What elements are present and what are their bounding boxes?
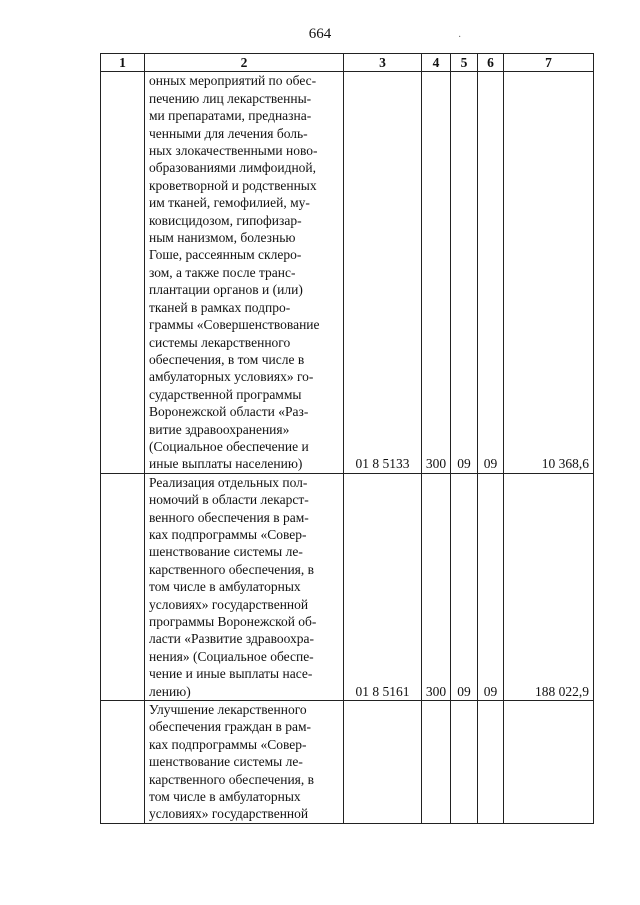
row-col-4: 300 bbox=[422, 473, 451, 700]
row-amount: 10 368,6 bbox=[504, 72, 594, 473]
header-col-6: 6 bbox=[478, 54, 504, 72]
row-code: 01 8 5161 bbox=[344, 473, 422, 700]
row-col-4: 300 bbox=[422, 72, 451, 473]
page-number: 664 bbox=[308, 26, 332, 42]
table-row bbox=[101, 473, 594, 700]
header-col-5: 5 bbox=[451, 54, 478, 72]
row-col-6: 09 bbox=[478, 72, 504, 473]
row-description: Улучшение лекарственного обеспечения граждан в рам- ках подпрограммы «Совер- шенствование системы ле- карственного обеспечения, в том числе в амбулаторных условиях» государственной bbox=[145, 701, 344, 824]
table-row bbox=[101, 701, 594, 824]
header-col-2: 2 bbox=[145, 54, 344, 72]
row-code bbox=[344, 701, 422, 824]
header-col-3: 3 bbox=[344, 54, 422, 72]
header-col-1: 1 bbox=[101, 54, 145, 72]
row-col-6 bbox=[478, 701, 504, 824]
row-number-cell bbox=[101, 72, 145, 473]
row-col-6: 09 bbox=[478, 473, 504, 700]
row-amount: 188 022,9 bbox=[504, 473, 594, 700]
row-col-5: 09 bbox=[451, 473, 478, 700]
row-number-cell bbox=[101, 701, 145, 824]
row-amount bbox=[504, 701, 594, 824]
row-col-5 bbox=[451, 701, 478, 824]
table-row bbox=[101, 72, 594, 473]
row-description: Реализация отдельных пол- номочий в области лекарст- венного обеспечения в рам- ках подпрограммы «Совер- шенствование системы ле- карственного обеспечения, в том числе в амбулаторных условиях» государственной программы Воронежской об- ласти «Развитие здравоохра- нения» (Социальное обеспе- чение и иные выплаты насе- лению) bbox=[145, 473, 344, 700]
header-row bbox=[101, 54, 594, 72]
budget-table bbox=[100, 53, 594, 824]
header-col-4: 4 bbox=[422, 54, 451, 72]
row-col-5: 09 bbox=[451, 72, 478, 473]
row-number-cell bbox=[101, 473, 145, 700]
row-col-4 bbox=[422, 701, 451, 824]
row-code: 01 8 5133 bbox=[344, 72, 422, 473]
header-col-7: 7 bbox=[504, 54, 594, 72]
row-description: онных мероприятий по обес- печению лиц лекарственны- ми препаратами, предназна- ченными для лечения боль- ных злокачественными ново- образованиями лимфоидной, кроветворной и родственных им тканей, гемофилией, му- ковисцидозом, гипофизар- ным нанизмом, болезнью Гоше, рассеянным склеро- зом, а также после транс- плантации органов и (или) тканей в рамках подпро- граммы «Совершенствование системы лекарственного обеспечения, в том числе в амбулаторных условиях» го- сударственной программы Воронежской области «Раз- витие здравоохранения» (Социальное обеспечение и иные выплаты населению) bbox=[145, 72, 344, 473]
scan-speck: · bbox=[458, 32, 462, 43]
